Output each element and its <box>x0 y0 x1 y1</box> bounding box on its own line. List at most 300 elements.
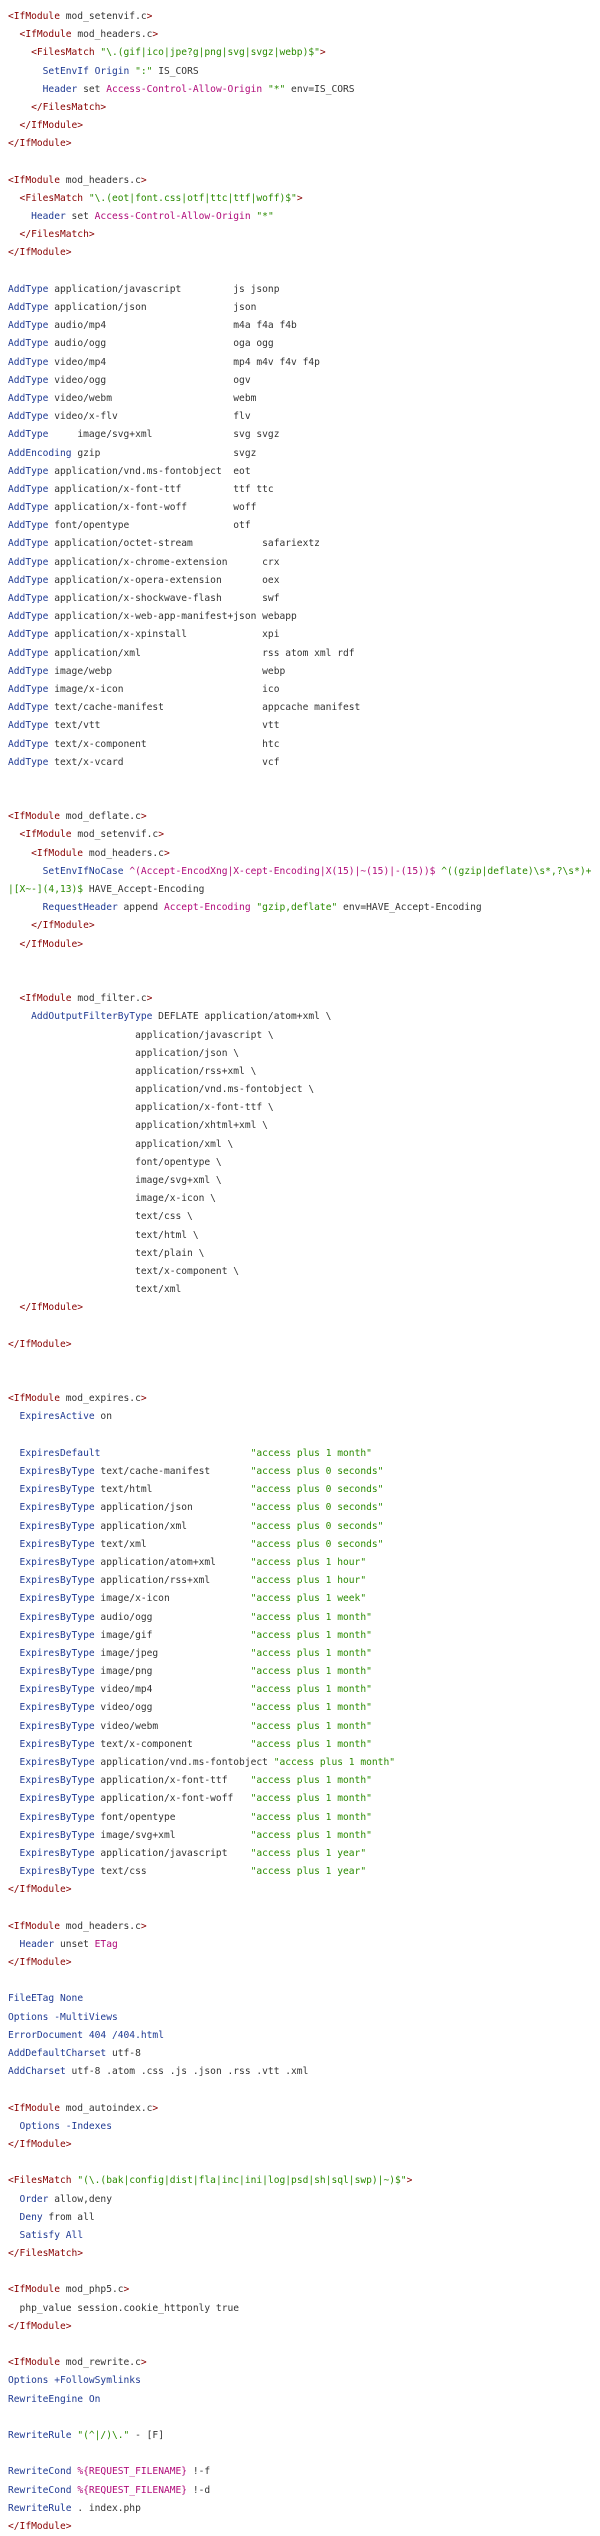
code-text: application/x-font-woff woff <box>48 502 257 514</box>
code-line <box>8 717 594 735</box>
code-directive: Header <box>8 211 66 223</box>
code-line <box>8 2518 594 2536</box>
code-text <box>100 1448 250 1459</box>
code-text: HAVE_Accept-Encoding <box>83 884 205 896</box>
code-string: "access plus 0 seconds" <box>250 1502 384 1514</box>
code-string: "access plus 1 month" <box>250 1447 372 1459</box>
code-string: "access plus 1 hour" <box>250 1556 367 1568</box>
code-text: application/vnd.ms-fontobject \ <box>8 1084 315 1096</box>
code-line <box>8 2081 594 2099</box>
code-string: "access plus 1 month" <box>250 1702 372 1714</box>
code-line <box>8 1609 594 1627</box>
code-tag: <IfModule <box>8 811 60 823</box>
code-line <box>8 1736 594 1754</box>
code-tag: </FilesMatch> <box>8 101 107 113</box>
code-variable: %{REQUEST_FILENAME} <box>77 2484 188 2496</box>
code-directive: ExpiresByType <box>8 1611 95 1623</box>
code-text: text/x-component <box>94 1738 251 1750</box>
code-text: image/gif <box>94 1629 251 1641</box>
code-line <box>8 826 594 844</box>
code-text: video/ogg ogv <box>48 374 251 386</box>
code-line <box>8 2281 594 2299</box>
code-text: application/xhtml+xml \ <box>8 1120 268 1132</box>
code-line <box>8 1699 594 1717</box>
code-directive: AddType <box>8 283 49 295</box>
code-line <box>8 1790 594 1808</box>
code-text: on <box>94 1411 112 1423</box>
code-line <box>8 317 594 335</box>
code-text: allow,deny <box>48 2193 112 2205</box>
code-string: "access plus 1 month" <box>250 1775 372 1787</box>
code-text: application/javascript \ <box>8 1029 274 1041</box>
code-directive: AddType <box>8 429 49 441</box>
code-line <box>8 899 594 917</box>
code-line <box>8 1990 594 2008</box>
code-directive: ExpiresByType <box>8 1629 95 1641</box>
code-tag: <IfModule <box>8 1393 60 1405</box>
code-string: "access plus 1 month" <box>250 1720 372 1732</box>
code-text: env=IS_CORS <box>285 83 355 95</box>
code-text: video/mp4 <box>94 1684 251 1696</box>
code-tag: </IfModule> <box>8 2520 72 2532</box>
code-text: application/xml <box>94 1520 251 1532</box>
code-directive: ExpiresByType <box>8 1502 95 1514</box>
code-directive: +FollowSymlinks <box>54 2375 141 2387</box>
code-directive: AddType <box>8 465 49 477</box>
code-string: "access plus 1 month" <box>250 1738 372 1750</box>
code-string: "access plus 1 month" <box>250 1647 372 1659</box>
code-line <box>8 2318 594 2336</box>
code-line <box>8 626 594 644</box>
code-directive: AddType <box>8 593 49 604</box>
code-directive: None <box>60 1993 84 2005</box>
code-string: "(^|/)\." <box>77 2429 130 2441</box>
code-directive: SetEnvIf <box>8 65 89 77</box>
code-text: audio/ogg oga ogg <box>48 338 274 350</box>
code-tag: <FilesMatch <box>8 192 84 204</box>
code-directive: ExpiresByType <box>8 1793 95 1805</box>
code-text: text/x-component \ <box>8 1265 240 1277</box>
code-line <box>8 117 594 135</box>
code-line <box>8 2154 594 2172</box>
code-line <box>8 1099 594 1117</box>
code-directive: AddType <box>8 320 49 332</box>
code-text: !-f <box>187 2466 211 2478</box>
code-tag: > <box>146 11 153 22</box>
code-tag: > <box>140 1393 147 1405</box>
code-text: IS_CORS <box>152 65 199 77</box>
code-line <box>8 2118 594 2136</box>
code-directive: ExpiresByType <box>8 1811 95 1823</box>
code-line <box>8 1972 594 1990</box>
code-tag: <IfModule <box>8 829 72 841</box>
code-directive: ExpiresByType <box>8 1520 95 1532</box>
code-directive: AddType <box>8 756 49 768</box>
code-text: image/svg+xml <box>94 1829 251 1841</box>
code-text: mod_deflate.c <box>59 811 141 823</box>
code-tag: </FilesMatch> <box>8 229 95 241</box>
code-tag: <IfModule <box>8 993 72 1005</box>
code-directive: ExpiresByType <box>8 1720 95 1732</box>
code-tag: > <box>140 2357 147 2369</box>
code-line <box>8 354 594 372</box>
code-directive: ExpiresByType <box>8 1484 95 1496</box>
code-directive: Header <box>8 1938 55 1950</box>
code-directive: AddType <box>8 538 49 550</box>
code-line <box>8 1154 594 1172</box>
code-line <box>8 226 594 244</box>
code-directive: AddType <box>8 374 49 386</box>
code-line <box>8 2300 594 2318</box>
code-directive: ExpiresByType <box>8 1684 95 1696</box>
code-line <box>8 535 594 553</box>
code-line <box>8 972 594 990</box>
code-tag: > <box>152 29 159 41</box>
code-text: application/x-chrome-extension crx <box>48 556 280 568</box>
code-line <box>8 481 594 499</box>
code-text: text/css <box>94 1866 251 1878</box>
code-directive: AddDefaultCharset <box>8 2048 107 2060</box>
code-text: utf-8 .atom .css .js .json .rss .vtt .xml <box>65 2066 309 2078</box>
code-directive: Satisfy <box>8 2229 60 2241</box>
code-text: mod_autoindex.c <box>59 2102 153 2114</box>
code-directive: ExpiresByType <box>8 1738 95 1750</box>
code-text: application/x-font-ttf <box>94 1775 251 1787</box>
code-directive: RewriteRule <box>8 2502 72 2514</box>
code-line <box>8 2427 594 2445</box>
code-text: gzip svgz <box>71 447 257 459</box>
code-string: "access plus 1 month" <box>250 1811 372 1823</box>
code-directive: AddType <box>8 720 49 732</box>
code-line <box>8 1463 594 1481</box>
code-directive: All <box>65 2229 84 2241</box>
code-line <box>8 1754 594 1772</box>
code-string: "access plus 0 seconds" <box>250 1538 384 1550</box>
code-variable: Accept-Encoding <box>163 902 251 914</box>
code-tag: > <box>140 811 147 823</box>
code-text: DEFLATE application/atom+xml \ <box>152 1011 332 1023</box>
code-line <box>8 408 594 426</box>
code-line <box>8 1336 594 1354</box>
code-tag: </IfModule> <box>8 1338 72 1350</box>
code-tag: > <box>158 829 164 841</box>
code-directive: RewriteCond <box>8 2466 72 2478</box>
code-line <box>8 1281 594 1299</box>
code-line <box>8 2336 594 2354</box>
code-directive: -MultiViews <box>54 2011 118 2023</box>
code-text: application/x-font-woff <box>94 1793 251 1805</box>
code-text: - [F] <box>129 2429 164 2441</box>
code-tag: </IfModule> <box>8 1884 72 1896</box>
code-directive: AddType <box>8 302 49 313</box>
code-line <box>8 1081 594 1099</box>
code-tag: </IfModule> <box>8 1302 84 1314</box>
code-directive: AddType <box>8 338 49 350</box>
code-line <box>8 135 594 153</box>
code-tag: <IfModule <box>8 29 72 41</box>
code-tag: <FilesMatch <box>8 47 95 59</box>
code-line <box>8 2227 594 2245</box>
code-line <box>8 2172 594 2190</box>
code-directive: ExpiresByType <box>8 1666 95 1678</box>
code-directive: AddType <box>8 556 49 568</box>
code-line <box>8 2209 594 2227</box>
code-text: application/rss+xml \ <box>8 1065 257 1077</box>
code-line <box>8 2009 594 2027</box>
code-line <box>8 1445 594 1463</box>
code-line <box>8 8 594 26</box>
code-line <box>8 2463 594 2481</box>
code-text: text/cache-manifest <box>94 1466 251 1478</box>
code-line <box>8 663 594 681</box>
code-text: text/html \ <box>8 1229 199 1241</box>
code-line <box>8 1827 594 1845</box>
code-line <box>8 2245 594 2263</box>
code-line <box>8 736 594 754</box>
code-tag: > <box>296 192 303 204</box>
code-text: video/x-flv flv <box>48 411 251 423</box>
code-line <box>8 426 594 444</box>
code-text: unset <box>54 1938 95 1950</box>
code-directive: FileETag <box>8 1993 55 2005</box>
code-line <box>8 44 594 62</box>
code-directive: Order <box>8 2193 49 2205</box>
code-line <box>8 1390 594 1408</box>
code-text: application/x-font-ttf \ <box>8 1102 274 1114</box>
code-string: "access plus 1 month" <box>250 1829 372 1841</box>
code-tag: > <box>163 847 170 859</box>
code-string: ":" <box>135 65 153 77</box>
code-text: image/x-icon <box>94 1593 251 1605</box>
code-line <box>8 1063 594 1081</box>
code-directive: AddType <box>8 629 49 641</box>
code-line <box>8 1408 594 1426</box>
code-tag: </FilesMatch> <box>8 2248 84 2260</box>
code-directive: RewriteCond <box>8 2484 72 2496</box>
code-directive: Header <box>8 83 78 95</box>
code-string: "gzip,deflate" <box>256 902 338 914</box>
code-text: text/x-component htc <box>48 738 280 750</box>
code-line <box>8 517 594 535</box>
code-directive: AddType <box>8 683 49 695</box>
code-text: php_value session.cookie_httponly true <box>8 2302 240 2314</box>
code-text: from all <box>42 2211 95 2223</box>
code-directive: AddType <box>8 356 49 368</box>
code-tag: </IfModule> <box>8 920 95 932</box>
code-tag: <IfModule <box>8 2284 60 2296</box>
code-line <box>8 335 594 353</box>
code-tag: > <box>152 2102 159 2114</box>
code-line <box>8 2045 594 2063</box>
code-string: "access plus 1 year" <box>250 1847 367 1859</box>
code-line <box>8 754 594 772</box>
code-line <box>8 1245 594 1263</box>
code-text: text/css \ <box>8 1211 193 1223</box>
code-line <box>8 1117 594 1135</box>
code-directive: RewriteEngine <box>8 2393 84 2405</box>
code-variable: ^(Accept-EncodXng|X-cept-Encoding|X(15)|~(15)|-(15))$ <box>129 865 436 877</box>
code-line <box>8 2445 594 2463</box>
code-text: mod_headers.c <box>59 1920 141 1932</box>
code-directive: AddType <box>8 483 49 495</box>
code-line <box>8 1227 594 1245</box>
code-line <box>8 1627 594 1645</box>
code-string: "access plus 1 month" <box>273 1757 395 1769</box>
code-text: image/svg+xml \ <box>8 1175 222 1187</box>
code-line <box>8 1372 594 1390</box>
code-tag: </IfModule> <box>8 938 84 950</box>
code-directive: ExpiresActive <box>8 1411 95 1423</box>
code-string: "access plus 1 month" <box>250 1629 372 1641</box>
code-line <box>8 590 594 608</box>
code-line <box>8 99 594 117</box>
code-string: "*" <box>267 83 286 95</box>
code-text: application/x-font-ttf ttf ttc <box>48 483 274 495</box>
code-text: mod_headers.c <box>71 29 153 41</box>
code-line <box>8 1427 594 1445</box>
code-text: mod_php5.c <box>59 2284 124 2296</box>
code-line <box>8 1681 594 1699</box>
code-text: application/vnd.ms-fontobject <box>94 1757 274 1769</box>
code-directive: ExpiresDefault <box>8 1447 101 1459</box>
code-directive: AddType <box>8 392 49 404</box>
code-line <box>8 1318 594 1336</box>
code-text: application/x-opera-extension oex <box>48 574 280 586</box>
code-text: image/jpeg <box>94 1647 251 1659</box>
code-directive: AddType <box>8 574 49 586</box>
code-text: !-d <box>187 2484 211 2496</box>
code-tag: </IfModule> <box>8 1957 72 1969</box>
code-line <box>8 1881 594 1899</box>
code-text: video/webm <box>94 1720 251 1732</box>
code-directive: ExpiresByType <box>8 1466 95 1478</box>
code-string: "access plus 1 week" <box>250 1593 367 1605</box>
code-directive: ExpiresByType <box>8 1829 95 1841</box>
code-text: audio/mp4 m4a f4a f4b <box>48 320 297 332</box>
code-tag: > <box>406 2175 413 2187</box>
code-line <box>8 772 594 790</box>
code-line <box>8 1954 594 1972</box>
code-directive: -Indexes <box>65 2120 112 2132</box>
code-line <box>8 2027 594 2045</box>
code-line <box>8 699 594 717</box>
code-directive: AddType <box>8 647 49 659</box>
code-tag: > <box>140 174 147 186</box>
code-text: set <box>77 83 107 95</box>
code-line <box>8 2391 594 2409</box>
code-line <box>8 299 594 317</box>
code-line <box>8 154 594 172</box>
code-line <box>8 936 594 954</box>
code-directive: Options <box>8 2011 49 2023</box>
code-tag: </IfModule> <box>8 138 72 150</box>
code-line <box>8 1299 594 1317</box>
code-line <box>8 1918 594 1936</box>
code-directive: Origin <box>94 65 130 77</box>
code-line <box>8 63 594 81</box>
code-line <box>8 1008 594 1026</box>
code-line <box>8 2372 594 2390</box>
code-line <box>8 2500 594 2518</box>
code-directive: ExpiresByType <box>8 1538 95 1550</box>
code-line <box>8 1027 594 1045</box>
code-tag: <IfModule <box>8 174 60 186</box>
code-directive: Options <box>8 2375 49 2387</box>
code-line <box>8 26 594 44</box>
code-line <box>8 2136 594 2154</box>
code-directive: ExpiresByType <box>8 1866 95 1878</box>
code-string: "access plus 0 seconds" <box>250 1466 384 1478</box>
code-string: "access plus 1 month" <box>250 1666 372 1678</box>
code-text: font/opentype otf <box>48 520 251 532</box>
code-line <box>8 1845 594 1863</box>
code-text: append <box>117 902 164 914</box>
code-line <box>8 1900 594 1918</box>
code-text: application/atom+xml <box>94 1556 251 1568</box>
code-directive: AddCharset <box>8 2066 66 2078</box>
code-text: application/json json <box>48 302 257 313</box>
code-line <box>8 1499 594 1517</box>
code-line <box>8 572 594 590</box>
code-text: font/opentype \ <box>8 1156 222 1168</box>
code-tag: > <box>146 993 153 1005</box>
code-line <box>8 1590 594 1608</box>
code-line <box>8 390 594 408</box>
code-string: "\.(eot|font.css|otf|ttc|ttf|woff)$" <box>88 192 297 204</box>
code-line <box>8 1645 594 1663</box>
code-line <box>8 1045 594 1063</box>
code-text: text/vtt vtt <box>48 720 280 732</box>
code-tag: <IfModule <box>8 1920 60 1932</box>
code-text: image/svg+xml svg svgz <box>48 429 280 441</box>
code-line <box>8 499 594 517</box>
code-directive: AddType <box>8 665 49 677</box>
code-string: "access plus 1 month" <box>250 1611 372 1623</box>
code-text: application/xml rss atom xml rdf <box>48 647 355 659</box>
code-line <box>8 172 594 190</box>
code-text: application/x-xpinstall xpi <box>48 629 280 641</box>
code-directive: ExpiresByType <box>8 1593 95 1605</box>
code-line <box>8 954 594 972</box>
code-line <box>8 845 594 863</box>
code-line <box>8 1263 594 1281</box>
code-text: image/png <box>94 1666 251 1678</box>
code-string: "access plus 1 hour" <box>250 1575 367 1587</box>
code-string: ^((gzip|deflate)\s*,?\s*)+|[X~-](4,13)$ <box>8 865 592 896</box>
code-line <box>8 1208 594 1226</box>
code-directive: ExpiresByType <box>8 1775 95 1787</box>
code-tag: </IfModule> <box>8 2320 72 2332</box>
code-line <box>8 1354 594 1372</box>
code-line <box>8 808 594 826</box>
code-line <box>8 244 594 262</box>
code-line <box>8 2063 594 2081</box>
code-text: video/ogg <box>94 1702 251 1714</box>
code-text: image/webp webp <box>48 665 286 677</box>
code-tag: <IfModule <box>8 11 60 22</box>
code-tag: </IfModule> <box>8 2138 72 2150</box>
code-line <box>8 1481 594 1499</box>
code-directive: 404 <box>88 2029 107 2041</box>
code-text: mod_expires.c <box>59 1393 141 1405</box>
code-text: mod_headers.c <box>59 174 141 186</box>
code-line <box>8 1190 594 1208</box>
code-string: "access plus 1 month" <box>250 1793 372 1805</box>
code-string: "access plus 1 year" <box>250 1866 367 1878</box>
code-text: text/xml <box>94 1538 251 1550</box>
code-string: "(\.(bak|config|dist|fla|inc|ini|log|psd|sh|sql|swp)|~)$" <box>77 2175 407 2187</box>
code-text: application/javascript js jsonp <box>48 283 280 295</box>
